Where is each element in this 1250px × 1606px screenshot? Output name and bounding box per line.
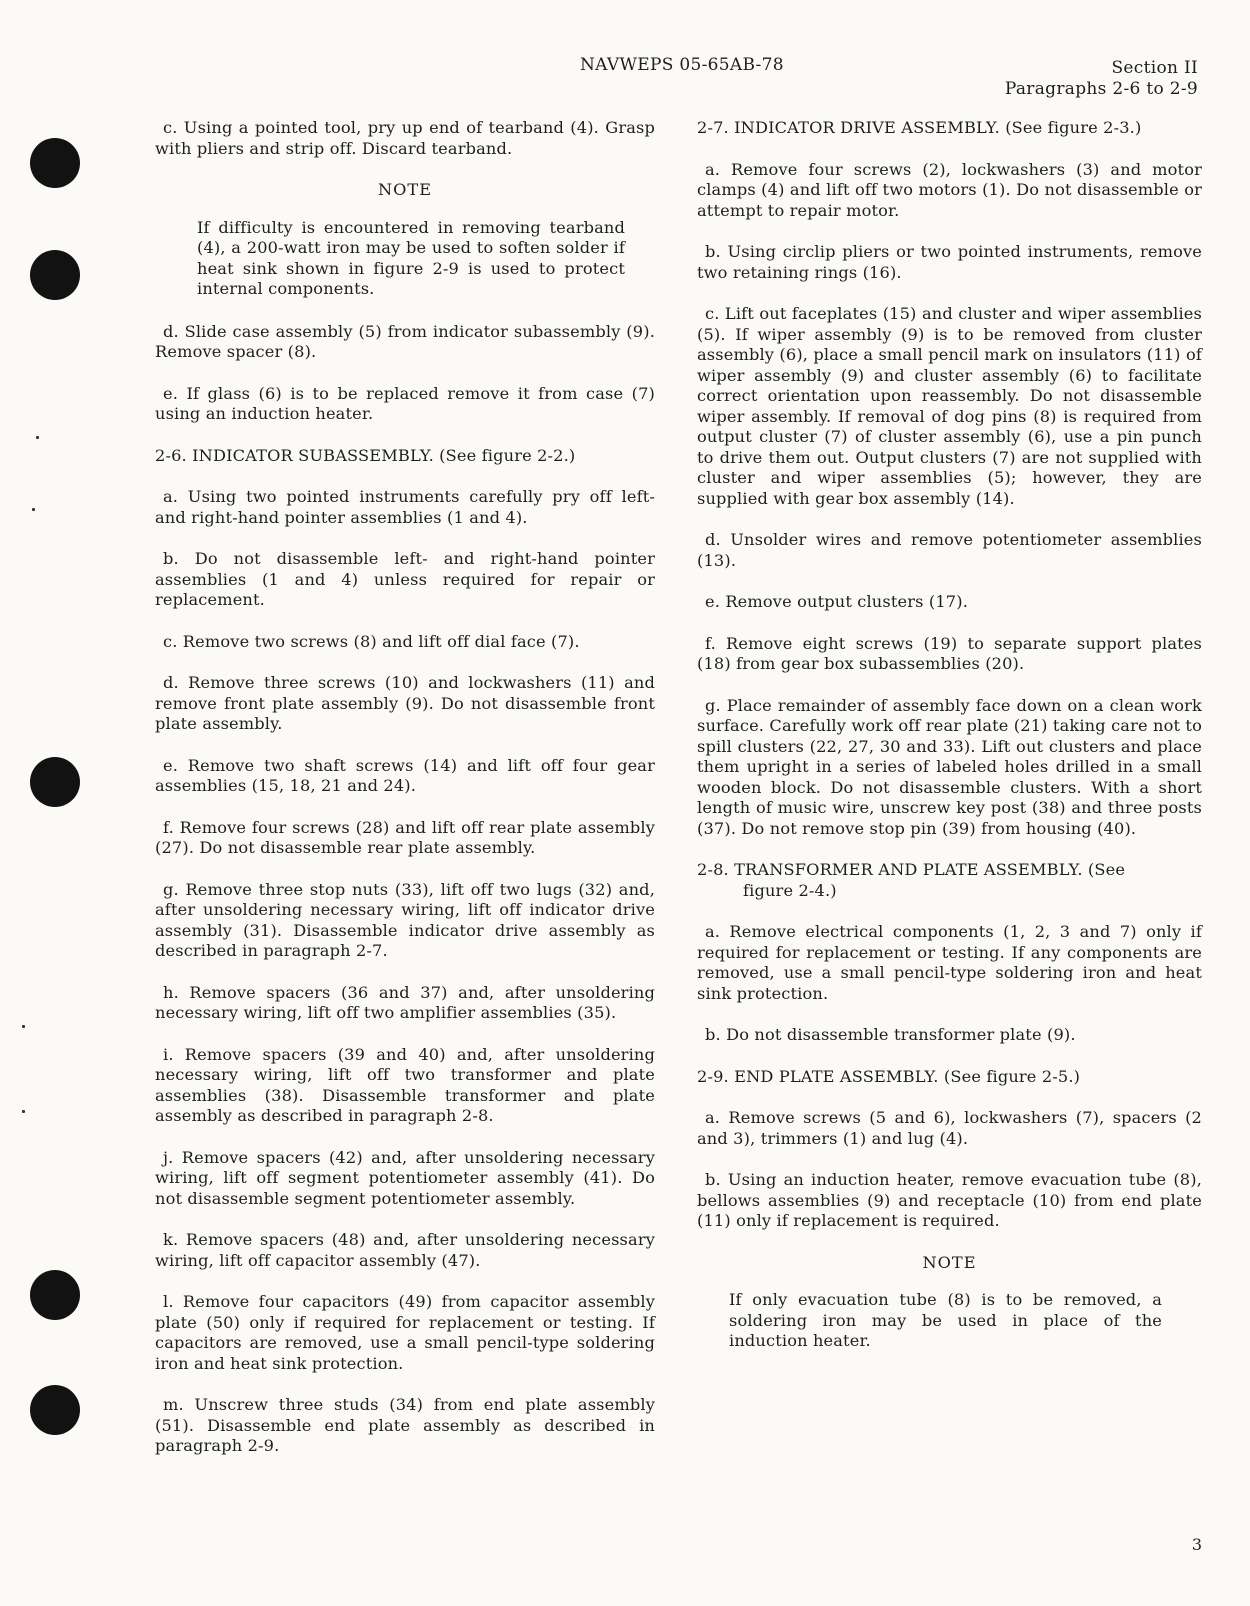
step-2-6-e: e. Remove two shaft screws (14) and lift off four gear assemblies (15, 18, 21 and 24).	[155, 755, 655, 795]
section-heading-2-8	[697, 860, 1202, 901]
left-column	[155, 118, 655, 1478]
step-2-7-d: d. Unsolder wires and remove potentiometer assemblies (13).	[697, 530, 1202, 570]
binder-hole	[30, 250, 80, 300]
step-2-9-b: b. Using an induction heater, remove evacuation tube (8), bellows assemblies (9) and receptacle (10) from end plate (11) only if replacement is required.	[697, 1170, 1202, 1230]
step-2-6-b: b. Do not disassemble left- and right-hand pointer assemblies (1 and 4) unless required for repair or replacement.	[155, 549, 655, 609]
right-column	[697, 118, 1202, 1374]
step-2-6-f: f. Remove four screws (28) and lift off rear plate assembly (27). Do not disassemble rear plate assembly.	[155, 817, 655, 857]
step-2-9-a: a. Remove screws (5 and 6), lockwashers (7), spacers (2 and 3), trimmers (1) and lug (4).	[697, 1108, 1202, 1148]
scan-speck	[36, 436, 39, 439]
section-header	[1005, 58, 1198, 100]
section-heading-2-7: 2-7. INDICATOR DRIVE ASSEMBLY. (See figure 2-3.)	[697, 118, 1142, 137]
step-e: e. If glass (6) is to be replaced remove it from case (7) using an induction heater.	[155, 383, 655, 423]
step-2-6-h: h. Remove spacers (36 and 37) and, after unsoldering necessary wiring, lift off two amplifier assemblies (35).	[155, 982, 655, 1022]
scan-speck	[22, 1025, 25, 1028]
step-2-6-m: m. Unscrew three studs (34) from end plate assembly (51). Disassemble end plate assembly as described in paragraph 2-9.	[155, 1395, 655, 1455]
binder-hole	[30, 138, 80, 188]
step-2-7-a: a. Remove four screws (2), lockwashers (3) and motor clamps (4) and lift off two motors (1). Do not disassemble or attempt to repair motor.	[697, 159, 1202, 220]
step-2-8-a: a. Remove electrical components (1, 2, 3 and 7) only if required for replacement or testing. If any components are removed, use a small pencil-type soldering iron and heat sink protection.	[697, 922, 1202, 1003]
section-heading-2-9: 2-9. END PLATE ASSEMBLY. (See figure 2-5.)	[697, 1066, 1081, 1086]
paragraph-range: Paragraphs 2-6 to 2-9	[1004, 79, 1198, 99]
step-2-6-d: d. Remove three screws (10) and lockwashers (11) and remove front plate assembly (9). Do not disassemble front plate assembly.	[155, 673, 655, 733]
step-d: d. Slide case assembly (5) from indicator subassembly (9). Remove spacer (8).	[155, 321, 655, 361]
step-2-8-b: b. Do not disassemble transformer plate (9).	[705, 1025, 1076, 1044]
scan-speck	[22, 1110, 25, 1113]
binder-hole	[30, 1385, 80, 1435]
step-2-6-l: l. Remove four capacitors (49) from capacitor assembly plate (50) only if required for replacement or testing. If capacitors are removed, use a small pencil-type soldering iron and heat sink protection.	[155, 1292, 655, 1373]
section-heading-2-6: 2-6. INDICATOR SUBASSEMBLY. (See figure 2-2.)	[155, 445, 576, 465]
step-2-6-k: k. Remove spacers (48) and, after unsoldering necessary wiring, lift off capacitor assembly (47).	[155, 1230, 655, 1270]
note-body: If difficulty is encountered in removing tearband (4), a 200-watt iron may be used to soften solder if heat sink shown in figure 2-9 is used to protect internal components.	[197, 217, 625, 298]
note-title: NOTE	[377, 180, 433, 199]
section-heading-2-8-line1: 2-8. TRANSFORMER AND PLATE ASSEMBLY. (See	[697, 860, 1126, 879]
step-2-7-c: c. Lift out faceplates (15) and cluster and wiper assemblies (5). If wiper assembly (9) is to be removed from cluster assembly (6), place a small pencil mark on insulators (11) of wiper assembly (9) and cluster assembly (6) to facilitate correct orientation upon reassembly. Do not disassemble wiper assembly. If removal of dog pins (8) is required from output cluster (7) of cluster assembly (6), use a pin punch to drive them out. Output clusters (7) are not supplied with cluster and wiper assemblies (5); however, they are supplied with gear box assembly (14).	[697, 304, 1202, 508]
step-2-6-g: g. Remove three stop nuts (33), lift off two lugs (32) and, after unsoldering necessary wiring, lift off indicator drive assembly (31). Disassemble indicator drive assembly as described in paragraph 2-7.	[155, 879, 655, 960]
document-number: NAVWEPS 05-65AB-78	[580, 55, 784, 75]
binder-hole	[30, 757, 80, 807]
step-2-7-g: g. Place remainder of assembly face down on a clean work surface. Carefully work off rear plate (21) taking care not to spill clusters (22, 27, 30 and 33). Lift out clusters and place them upright in a series of labeled holes drilled in a small wooden block. Do not disassemble clusters. With a short length of music wire, unscrew key post (38) and three posts (37). Do not remove stop pin (39) from housing (40).	[697, 695, 1202, 838]
page-number: 3	[1191, 1535, 1202, 1554]
section-heading-2-8-line2: figure 2-4.)	[743, 880, 837, 900]
note-body: If only evacuation tube (8) is to be removed, a soldering iron may be used in place of the induction heater.	[729, 1290, 1162, 1350]
section-label: Section II	[1111, 58, 1198, 78]
step-2-6-i: i. Remove spacers (39 and 40) and, after unsoldering necessary wiring, lift off two transformer and plate assemblies (38). Disassemble transformer and plate assembly as described in paragraph 2-8.	[155, 1044, 655, 1125]
step-2-7-e: e. Remove output clusters (17).	[705, 592, 968, 611]
step-2-7-b: b. Using circlip pliers or two pointed instruments, remove two retaining rings (16).	[697, 242, 1202, 282]
note-title: NOTE	[922, 1252, 977, 1272]
step-2-6-c: c. Remove two screws (8) and lift off dial face (7).	[163, 631, 580, 651]
step-2-6-j: j. Remove spacers (42) and, after unsoldering necessary wiring, lift off segment potentiometer assembly (41). Do not disassemble segment potentiometer assembly.	[155, 1147, 655, 1208]
step-c: c. Using a pointed tool, pry up end of tearband (4). Grasp with pliers and strip off. Discard tearband.	[155, 118, 655, 158]
step-2-7-f: f. Remove eight screws (19) to separate support plates (18) from gear box subassemblies (20).	[697, 633, 1202, 673]
step-2-6-a: a. Using two pointed instruments carefully pry off left- and right-hand pointer assemblies (1 and 4).	[155, 487, 655, 527]
scan-speck	[32, 508, 35, 511]
binder-hole	[30, 1270, 80, 1320]
